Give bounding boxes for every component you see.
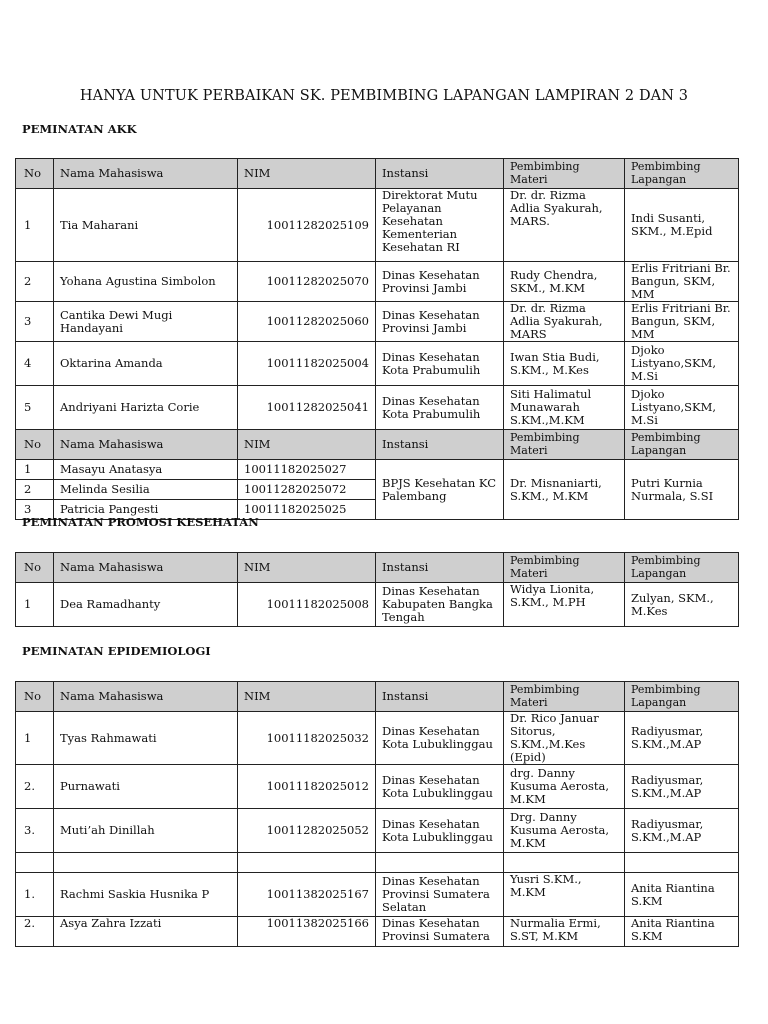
header-lapangan: Pembimbing Lapangan [625,682,739,712]
cell-no: 2. [16,917,54,947]
table-row [16,873,739,917]
header-instansi: Instansi [376,553,504,583]
cell-materi: Widya Lionita, S.KM., M.PH [504,583,625,627]
cell-no: 3 [16,302,54,342]
cell-instansi: Dinas Kesehatan Provinsi Jambi [376,302,504,342]
cell-no: 3 [16,500,54,520]
cell-nama: Melinda Sesilia [54,480,238,500]
table-header-row [16,682,739,712]
header-nama: Nama Mahasiswa [54,430,238,460]
header-nim: NIM [238,430,376,460]
cell-nim: 10011282025070 [238,262,376,302]
cell-lapangan: Anita Riantina S.KM [625,917,739,947]
header-no: No [16,430,54,460]
cell-lapangan: Indi Susanti, SKM., M.Epid [625,189,739,262]
cell-no: 4 [16,342,54,386]
header-instansi: Instansi [376,430,504,460]
table-row [16,302,739,342]
cell-no: 1. [16,873,54,917]
cell-materi: Dr. Rico Januar Sitorus, S.KM.,M.Kes (Epid) [504,712,625,765]
table-row [16,342,739,386]
header-no: No [16,159,54,189]
cell-materi: Dr. Misnaniarti, S.KM., M.KM [504,460,625,520]
table-row [16,262,739,302]
cell-materi: Rudy Chendra, SKM., M.KM [504,262,625,302]
table-row [16,712,739,765]
cell-instansi: Dinas Kesehatan Provinsi Sumatera Selatan [376,873,504,917]
header-materi: Pembimbing Materi [504,682,625,712]
table-row [16,386,739,430]
cell-nim: 10011182025004 [238,342,376,386]
cell-nim: 10011182025008 [238,583,376,627]
cell-no: 2 [16,480,54,500]
table-row [16,765,739,809]
cell-nama: Tyas Rahmawati [54,712,238,765]
cell-lapangan: Erlis Fritriani Br. Bangun, SKM, MM [625,262,739,302]
table-header-row [16,159,739,189]
cell-no: 5 [16,386,54,430]
cell-nama: Andriyani Harizta Corie [54,386,238,430]
cell-no: 1 [16,712,54,765]
cell-nama: Asya Zahra Izzati [54,917,238,947]
cell-nim: 10011282025060 [238,302,376,342]
cell-instansi: Dinas Kesehatan Provinsi Jambi [376,262,504,302]
cell-no: 1 [16,460,54,480]
header-instansi: Instansi [376,159,504,189]
cell-materi: drg. Danny Kusuma Aerosta, M.KM [504,765,625,809]
cell-nim: 10011382025166 [238,917,376,947]
header-lapangan: Pembimbing Lapangan [625,553,739,583]
cell-nama: Tia Maharani [54,189,238,262]
section-heading-epid: PEMINATAN EPIDEMIOLOGI [22,644,211,658]
cell-no: 1 [16,583,54,627]
cell-nim: 10011282025041 [238,386,376,430]
table-epid [15,681,739,947]
cell-lapangan: Radiyusmar, S.KM.,M.AP [625,712,739,765]
cell-lapangan: Anita Riantina S.KM [625,873,739,917]
cell-materi: Dr. dr. Rizma Adlia Syakurah, MARS. [504,189,625,262]
header-instansi: Instansi [376,682,504,712]
cell-no: 3. [16,809,54,853]
header-materi: Pembimbing Materi [504,159,625,189]
cell-no: 1 [16,189,54,262]
cell-nama: Muti’ah Dinillah [54,809,238,853]
cell-materi: Drg. Danny Kusuma Aerosta, M.KM [504,809,625,853]
cell-nama: Masayu Anatasya [54,460,238,480]
cell-instansi: Direktorat Mutu Pelayanan Kesehatan Kementerian Kesehatan RI [376,189,504,262]
cell-materi: Nurmalia Ermi, S.ST, M.KM [504,917,625,947]
cell-nama: Cantika Dewi Mugi Handayani [54,302,238,342]
cell-materi: Siti Halimatul Munawarah S.KM.,M.KM [504,386,625,430]
cell-nim: 10011382025167 [238,873,376,917]
cell-lapangan: Erlis Fritriani Br. Bangun, SKM, MM [625,302,739,342]
section-heading-akk: PEMINATAN AKK [22,122,137,136]
cell-nama: Patricia Pangesti [54,500,238,520]
header-no: No [16,553,54,583]
cell-instansi: Dinas Kesehatan Provinsi Sumatera [376,917,504,947]
cell-nama: Yohana Agustina Simbolon [54,262,238,302]
table-akk [15,158,739,520]
cell-lapangan: Radiyusmar, S.KM.,M.AP [625,765,739,809]
cell-nama: Purnawati [54,765,238,809]
table-row [16,809,739,853]
header-no: No [16,682,54,712]
page-title: HANYA UNTUK PERBAIKAN SK. PEMBIMBING LAPANGAN LAMPIRAN 2 DAN 3 [79,88,689,104]
section-heading-promkes: PEMINATAN PROMOSI KESEHATAN [22,515,259,529]
header-lapangan: Pembimbing Lapangan [625,430,739,460]
cell-materi: Iwan Stia Budi, S.KM., M.Kes [504,342,625,386]
cell-nim: 10011182025027 [238,460,376,480]
header-nim: NIM [238,682,376,712]
table-row [16,189,739,262]
cell-lapangan: Radiyusmar, S.KM.,M.AP [625,809,739,853]
header-nim: NIM [238,553,376,583]
cell-nim: 10011182025032 [238,712,376,765]
cell-no: 2 [16,262,54,302]
table-header-row [16,430,739,460]
cell-instansi: Dinas Kesehatan Kota Lubuklinggau [376,809,504,853]
cell-lapangan: Putri Kurnia Nurmala, S.SI [625,460,739,520]
cell-no: 2. [16,765,54,809]
cell-lapangan: Djoko Listyano,SKM, M.Si [625,342,739,386]
table-row [16,917,739,947]
cell-nama: Rachmi Saskia Husnika P [54,873,238,917]
table-promkes [15,552,739,627]
cell-instansi: Dinas Kesehatan Kota Prabumulih [376,386,504,430]
cell-instansi: Dinas Kesehatan Kabupaten Bangka Tengah [376,583,504,627]
table-row [16,583,739,627]
cell-materi: Dr. dr. Rizma Adlia Syakurah, MARS [504,302,625,342]
header-nim: NIM [238,159,376,189]
cell-nim: 10011282025052 [238,809,376,853]
cell-lapangan: Zulyan, SKM., M.Kes [625,583,739,627]
cell-materi: Yusri S.KM., M.KM [504,873,625,917]
header-nama: Nama Mahasiswa [54,553,238,583]
table-row [16,460,739,480]
cell-nim: 10011182025012 [238,765,376,809]
header-materi: Pembimbing Materi [504,430,625,460]
cell-nama: Oktarina Amanda [54,342,238,386]
header-lapangan: Pembimbing Lapangan [625,159,739,189]
header-materi: Pembimbing Materi [504,553,625,583]
header-nama: Nama Mahasiswa [54,682,238,712]
header-nama: Nama Mahasiswa [54,159,238,189]
table-row-empty [16,853,739,873]
cell-lapangan: Djoko Listyano,SKM, M.Si [625,386,739,430]
cell-nama: Dea Ramadhanty [54,583,238,627]
cell-instansi: Dinas Kesehatan Kota Prabumulih [376,342,504,386]
cell-instansi: Dinas Kesehatan Kota Lubuklinggau [376,765,504,809]
cell-nim: 10011282025072 [238,480,376,500]
cell-nim: 10011282025109 [238,189,376,262]
cell-instansi: BPJS Kesehatan KC Palembang [376,460,504,520]
cell-instansi: Dinas Kesehatan Kota Lubuklinggau [376,712,504,765]
table-header-row [16,553,739,583]
cell-nim: 10011182025025 [238,500,376,520]
